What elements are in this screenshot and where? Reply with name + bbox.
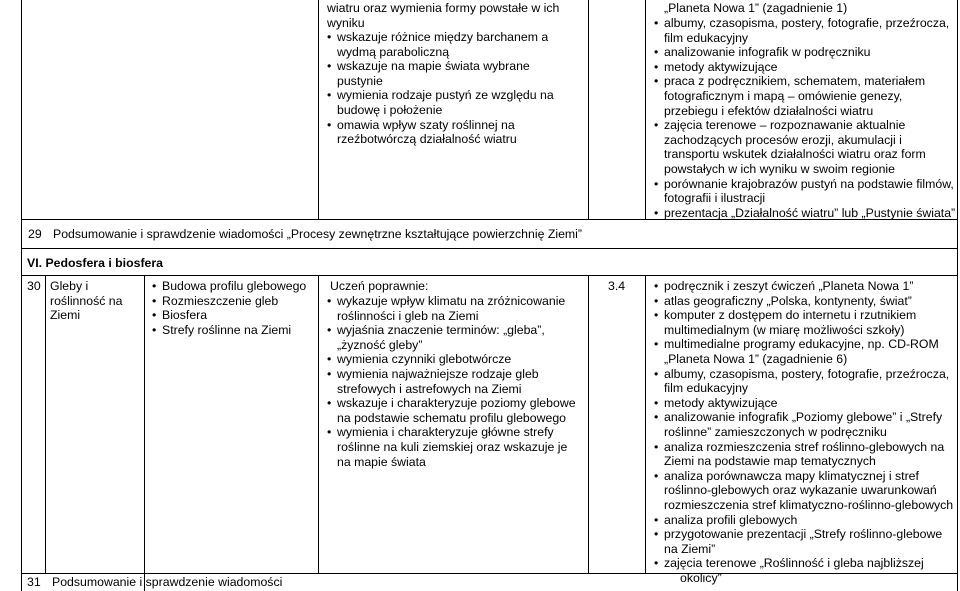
topic-line: roślinność na <box>50 293 123 308</box>
list-item: • wymienia najważniejsze rodzaje gleb strefowych i astrefowych na Ziemi <box>327 367 576 396</box>
list-item: • Budowa profilu glebowego <box>152 279 306 294</box>
list-item: • wymienia czynniki glebotwórcze <box>327 352 576 367</box>
list-item: • analiza profili glebowych <box>654 513 953 528</box>
list-item: • wyjaśnia znaczenie terminów: „gleba”, „żyzność gleby” <box>327 323 576 352</box>
col-divider-top-1 <box>318 0 319 219</box>
list-item: • prezentacja „Działalność wiatru” lub „Pustynie świata” <box>654 206 955 221</box>
row-divider-248 <box>21 248 958 249</box>
list-item: • przygotowanie prezentacji „Strefy roślinno-glebowe na Ziemi” <box>654 527 953 556</box>
list-item: • Rozmieszczenie gleb <box>152 294 306 309</box>
topic-line: Ziemi <box>50 308 81 323</box>
row30-content-list <box>152 279 306 337</box>
row-divider-275 <box>21 275 958 276</box>
col-divider-number <box>45 275 46 573</box>
list-item: • wskazuje różnice między barchanem a wydmą paraboliczną <box>327 30 554 59</box>
list-item: • analiza porównawcza mapy klimatycznej i stref roślinno-glebowych oraz wykazanie uwarunkowań rozmieszczenia stref klimatyczno-roślinno-glebowych <box>654 469 953 513</box>
row30-number: 30 <box>27 279 41 293</box>
row30-topic <box>50 279 122 323</box>
row30-outcomes-heading: Uczeń poprawnie: <box>330 279 429 293</box>
list-item: • metody aktywizujące <box>654 60 955 75</box>
row31-number: 31 <box>27 575 41 589</box>
list-item: • wskazuje i charakteryzuje poziomy glebowe na podstawie schematu profilu glebowego <box>327 396 576 425</box>
list-item: • albumy, czasopisma, postery, fotografie, przeźrocza, film edukacyjny <box>654 16 955 45</box>
col5-first-line: „Planeta Nowa 1” (zagadnienie 1) <box>664 1 848 15</box>
table-border-left <box>21 0 22 591</box>
list-item: • analizowanie infografik w podręczniku <box>654 45 955 60</box>
row29-text: Podsumowanie i sprawdzenie wiadomości „Procesy zewnętrzne kształtujące powierzchnię Ziemi” <box>53 227 582 241</box>
list-item: • metody aktywizujące <box>654 396 953 411</box>
list-item: • albumy, czasopisma, postery, fotografie, przeźrocza, film edukacyjny <box>654 367 953 396</box>
list-item: • praca z podręcznikiem, schematem, materiałem fotograficznym i mapą – omówienie genezy, przebiegu i efektów działalności wiatru <box>654 74 955 118</box>
list-item: • zajęcia terenowe – rozpoznawanie aktualnie zachodzących procesów erozji, akumulacji i transportu wskutek działalności wiatru oraz form powstałych w ich wyniku w swoim regionie <box>654 118 955 176</box>
list-item: • Strefy roślinne na Ziemi <box>152 323 306 338</box>
list-item: • porównanie krajobrazów pustyń na podstawie filmów, fotografii i ilustracji <box>654 177 955 206</box>
row30-core-curriculum-ref: 3.4 <box>608 279 626 293</box>
list-item: • zajęcia terenowe „Roślinność i gleba najbliższej okolicy” <box>654 556 953 585</box>
col-divider-outcomes <box>588 275 589 573</box>
col-divider-top-2 <box>588 0 589 219</box>
col5-bullet-list <box>654 16 955 220</box>
list-item: • komputer z dostępem do internetu i rzutnikiem multimedialnym (w miarę możliwości szkoły) <box>654 308 953 337</box>
list-item: • omawia wpływ szaty roślinnej na rzeźbotwórczą działalność wiatru <box>327 118 554 147</box>
col-divider-content <box>318 275 319 573</box>
list-item: • analizowanie infografik „Poziomy glebowe” i „Strefy roślinne” zamieszczonych w podręczniku <box>654 410 953 439</box>
list-item: • wskazuje na mapie świata wybrane pustynie <box>327 59 554 88</box>
section-title: VI. Pedosfera i biosfera <box>27 256 163 270</box>
list-item: • Biosfera <box>152 308 306 323</box>
col3-bullet-list <box>327 30 554 147</box>
list-item: • wymienia i charakteryzuje główne strefy roślinne na kuli ziemskiej oraz wskazuje je na mapie świata <box>327 425 576 469</box>
col-divider-topic <box>144 275 145 591</box>
list-item: • podręcznik i zeszyt ćwiczeń „Planeta Nowa 1” <box>654 279 953 294</box>
row30-resources-list <box>654 279 953 585</box>
col-divider-core <box>645 275 646 573</box>
topic-line: Gleby i <box>50 279 89 293</box>
list-item: • analiza rozmieszczenia stref roślinno-glebowych na Ziemi na podstawie map tematycznych <box>654 440 953 469</box>
list-item: • wykazuje wpływ klimatu na zróżnicowanie roślinności i gleb na Ziemi <box>327 294 576 323</box>
list-item: • atlas geograficzny „Polska, kontynenty, świat” <box>654 294 953 309</box>
col-divider-top-3 <box>645 0 646 219</box>
row29-number: 29 <box>28 227 42 241</box>
row30-outcomes-list <box>327 294 576 469</box>
list-item: • wymienia rodzaje pustyń ze względu na budowę i położenie <box>327 88 554 117</box>
row31-text: Podsumowanie i sprawdzenie wiadomości <box>52 575 283 589</box>
table-border-right <box>957 0 958 591</box>
col3-line-2: wyniku <box>327 15 365 30</box>
col3-continuation <box>327 1 559 30</box>
list-item: • multimedialne programy edukacyjne, np. CD-ROM „Planeta Nowa 1” (zagadnienie 6) <box>654 337 953 366</box>
col3-line-1: wiatru oraz wymienia formy powstałe w ich <box>327 1 560 15</box>
